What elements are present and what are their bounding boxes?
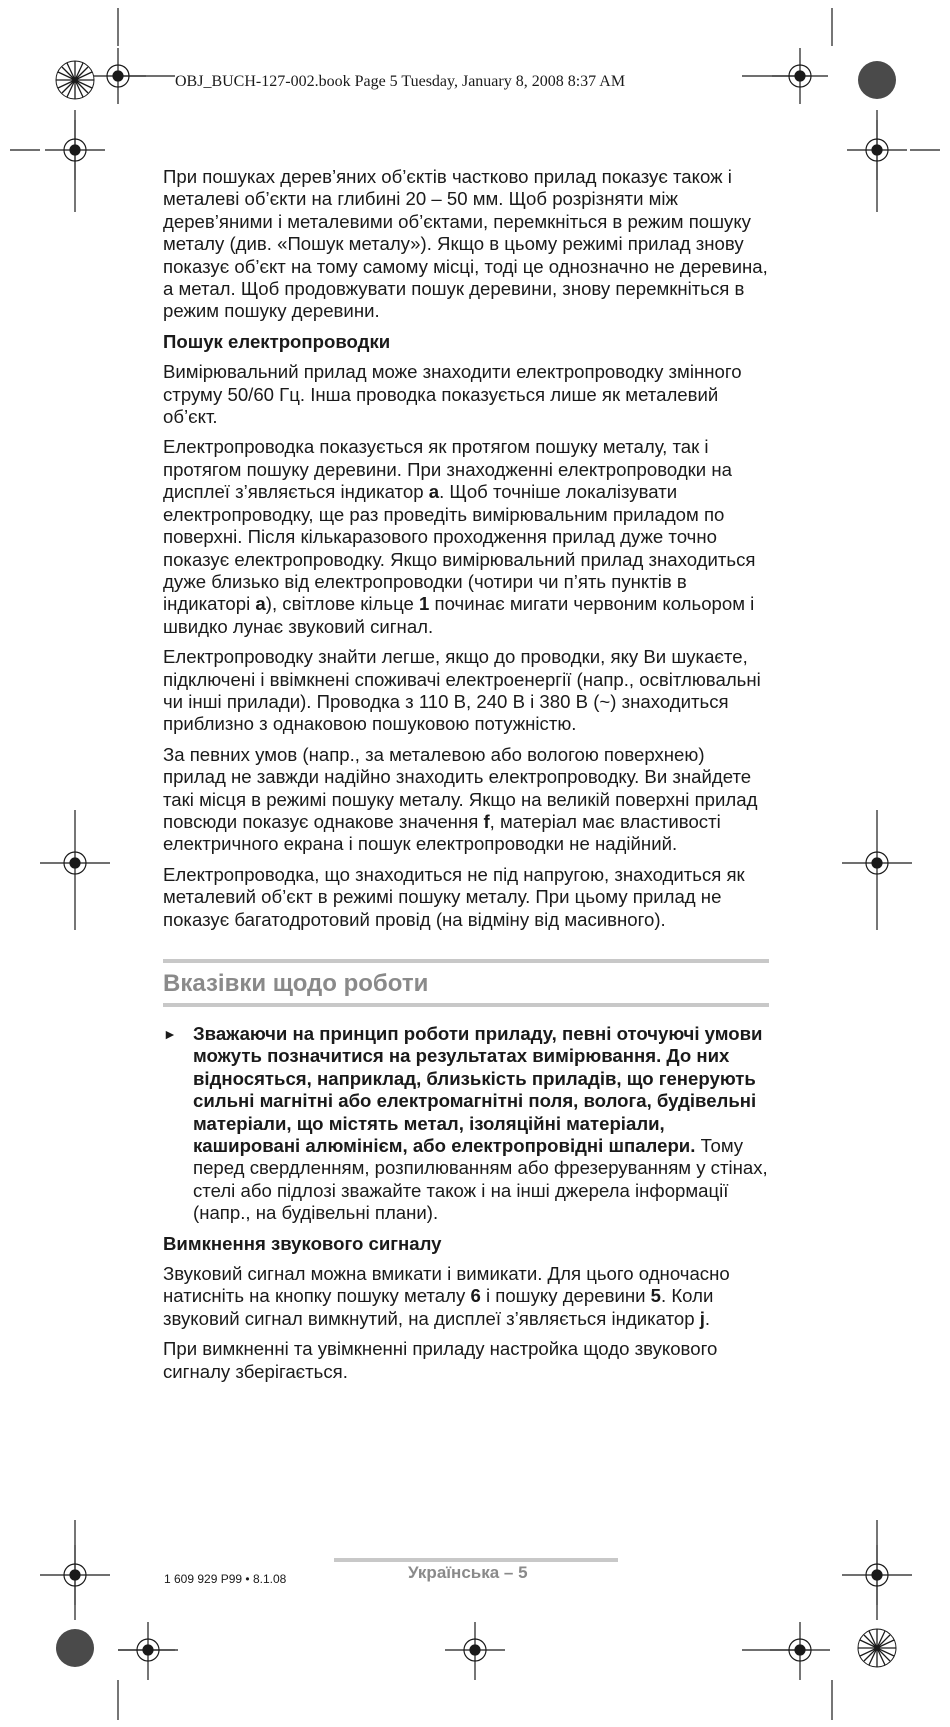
paragraph-wiring-2: Електропроводка показується як протягом пошуку металу, так і протягом пошуку деревини. При знаходженні електропроводки на дисплеї з’являється індикатор a. Щоб точніше локалізувати електропроводку, ще раз проведіть вимірювальним приладом по поверхні. Після кількаразового проходження прилад дуже точно показує електропроводку. Якщо вимірювальний прилад знаходиться дуже близько від електропроводки (чотири чи п’ять пунктів в індикаторі a), світлове кільце 1 починає мигати червоним кольором і швидко лунає звуковий сигнал. [163,436,756,637]
heading-sound-off: Вимкнення звукового сигналу [163,1232,442,1254]
starburst-target-icon [56,61,94,99]
bullet-arrow-icon: ► [163,1026,177,1042]
registration-target-icon [90,48,146,104]
registration-target-icon [847,120,907,180]
paragraph-wood-search: При пошуках дерев’яних об’єктів частково прилад показує також і металеві об’єкти на глибині 20 – 50 мм. Щоб розрізняти між дерев’яними і металевими об’єктами, перемкніться в режим пошуку металу (див. «Пошук металу»). Якщо в цьому режимі прилад знову показує об’єкт на тому самому місці, тоді це однозначно не деревина, а метал. Щоб продовжувати пошук деревини, знову перемкніться в режим пошуку деревини. [163,166,768,322]
registration-target-icon [770,1622,830,1680]
registration-target-icon [45,120,105,180]
paragraph-sound-1: Звуковий сигнал можна вмикати і вимикати. Для цього одночасно натисніть на кнопку пошуку металу 6 і пошуку деревини 5. Коли звуковий сигнал вимкнутий, на дисплеї з’являється індикатор j. [163,1263,730,1329]
registration-target-icon [445,1622,505,1680]
registration-target-icon [772,48,828,104]
heading-wiring-search: Пошук електропроводки [163,330,391,352]
paragraph-sound-2: При вимкненні та увімкненні приладу настройка щодо звукового сигналу зберігається. [163,1338,718,1382]
paragraph-wiring-5: Електропроводка, що знаходиться не під напругою, знаходиться як металевий об’єкт в режимі пошуку металу. При цьому прилад не показує багатодротовий провід (на відміну від масивного). [163,863,745,930]
doc-code: 1 609 929 P99 • 8.1.08 [164,1572,287,1586]
density-target-icon [858,61,896,99]
registration-target-icon [842,810,912,930]
registration-target-icon [118,1622,178,1680]
bullet-text: Тому перед свердленням, розпилюванням або фрезеруванням у стінах, стелі або підлозі зважайте також і на інші джерела інформації (напр., на будівельні плани). [193,1135,768,1224]
book-header: OBJ_BUCH-127-002.book Page 5 Tuesday, January 8, 2008 8:37 AM [175,73,626,90]
registration-target-icon [842,1545,912,1605]
density-target-icon [56,1629,94,1667]
bullet-bold-text: Зважаючи на принцип роботи приладу, певні оточуючі умови можуть позначитися на результатах вимірювання. До них відносяться, наприклад, близькість приладів, що генерують сильні магнітні або електромагнітні поля, волога, будівельні матеріали, що містять метал, ізоляційні матеріали, кашировані алюмінієм, або електропровідні шпалери. [193,1023,763,1157]
starburst-target-icon [858,1629,896,1667]
footer-divider [334,1558,618,1562]
paragraph-wiring-1: Вимірювальний прилад може знаходити електропроводку змінного струму 50/60 Гц. Інша проводка показується лише як металевий об’єкт. [163,361,742,428]
page-content [163,166,769,1391]
section-title: Вказівки щодо роботи [163,959,769,1007]
registration-target-icon [40,1545,110,1605]
page-number: Українська – 5 [408,1563,528,1582]
paragraph-wiring-4: За певних умов (напр., за металевою або вологою поверхнею) прилад не завжди надійно знаходить електропроводку. Ви знайдете такі місця в режимі пошуку металу. Якщо на великій поверхні прилад повсюди показує однакове значення f, матеріал має властивості електричного екрана і пошук електропроводки не надійний. [163,743,758,855]
bullet-item [163,1023,769,1225]
registration-target-icon [40,810,110,930]
paragraph-wiring-3: Електропроводку знайти легше, якщо до проводки, яку Ви шукаєте, підключені і ввімкнені споживачі електроенергії (напр., освітлювальні чи інші прилади). Проводка з 110 В, 240 В і 380 В (~) знаходиться приблизно з однаковою пошуковою потужністю. [163,646,761,735]
